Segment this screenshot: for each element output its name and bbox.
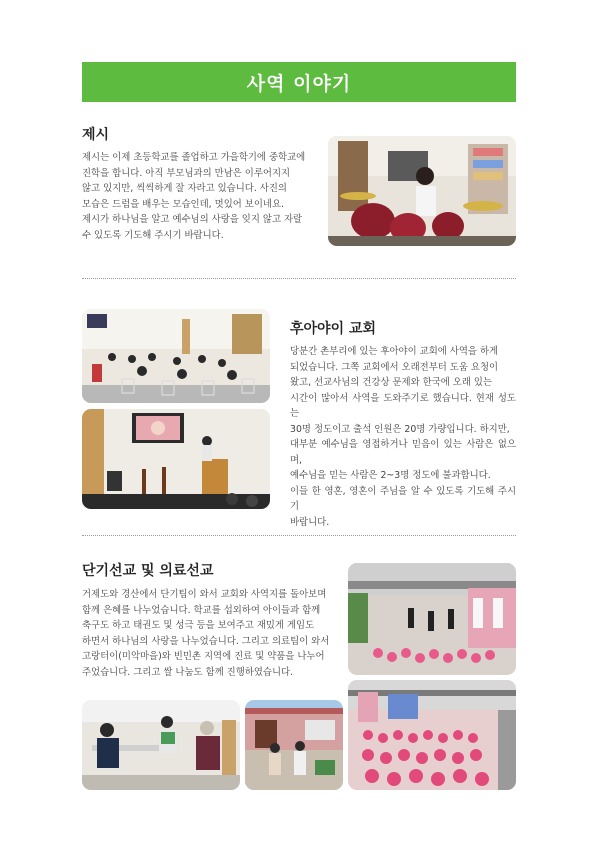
section-heading-church: 후아야이 교회	[290, 321, 377, 337]
section-heading-mission: 단기선교 및 의료선교	[82, 563, 214, 579]
page-banner	[82, 62, 516, 102]
section-body-church: 당분간 촌부리에 있는 후아야이 교회에 사역을 하게 되었습니다. 그쪽 교회에서 오래전부터 도움 요청이 왔고, 선교사님의 건강상 문제와 한국에 오래 있는 시간이 많아서 사역을 도와주기로 했습니다. 현재 성도는 30명 정도이고 출석 인원은 20명 가량입니다. 하지만, 대부분 예수님을 영접하거나 믿음이 있는 사람은 없으며, 예수님을 믿는 사람은 2~3명 정도에 불과합니다. 이들 한 영혼, 영혼이 주님을 알 수 있도록 기도해 주시기 바랍니다.	[290, 346, 516, 528]
photo-school-students	[348, 680, 516, 790]
banner-title: 사역 이야기	[246, 72, 352, 95]
section-body-mission: 거제도와 경산에서 단기팀이 와서 교회와 사역지를 돌아보며 함께 은혜를 나누었습니다. 학교를 섭외하여 아이들과 함께 축구도 하고 태권도 및 성극 등을 보여주고 재밌게 게임도 하면서 하나님의 사랑을 나누었습니다. 그리고 의료팀이 와서 고랑터이(미악마을)와 빈민촌 지역에 진료 및 약품을 나누어 주었습니다. 그리고 쌀 나눔도 함께 진행하였습니다.	[82, 589, 330, 678]
section-heading-jessie: 제시	[82, 127, 110, 143]
photo-village-outreach	[245, 700, 343, 790]
section-divider	[82, 278, 516, 279]
photo-school-taekwondo	[348, 563, 516, 675]
section-divider	[82, 535, 516, 536]
section-body-jessie: 제시는 이제 초등학교를 졸업하고 가을학기에 중학교에 진학을 합니다. 아직 부모님과의 만남은 이루어지지 않고 있지만, 씩씩하게 잘 자라고 있습니다. 사진의 모습은 드럼을 배우는 모습인데, 멋있어 보이네요. 제시가 하나님을 알고 예수님의 사랑을 잊지 않고 자랄 수 있도록 기도해 주시기 바랍니다.	[82, 152, 306, 241]
photo-girl-drumming	[328, 136, 516, 246]
photo-church-preaching	[82, 409, 270, 509]
photo-medical-clinic	[82, 700, 240, 790]
photo-church-congregation	[82, 309, 270, 403]
